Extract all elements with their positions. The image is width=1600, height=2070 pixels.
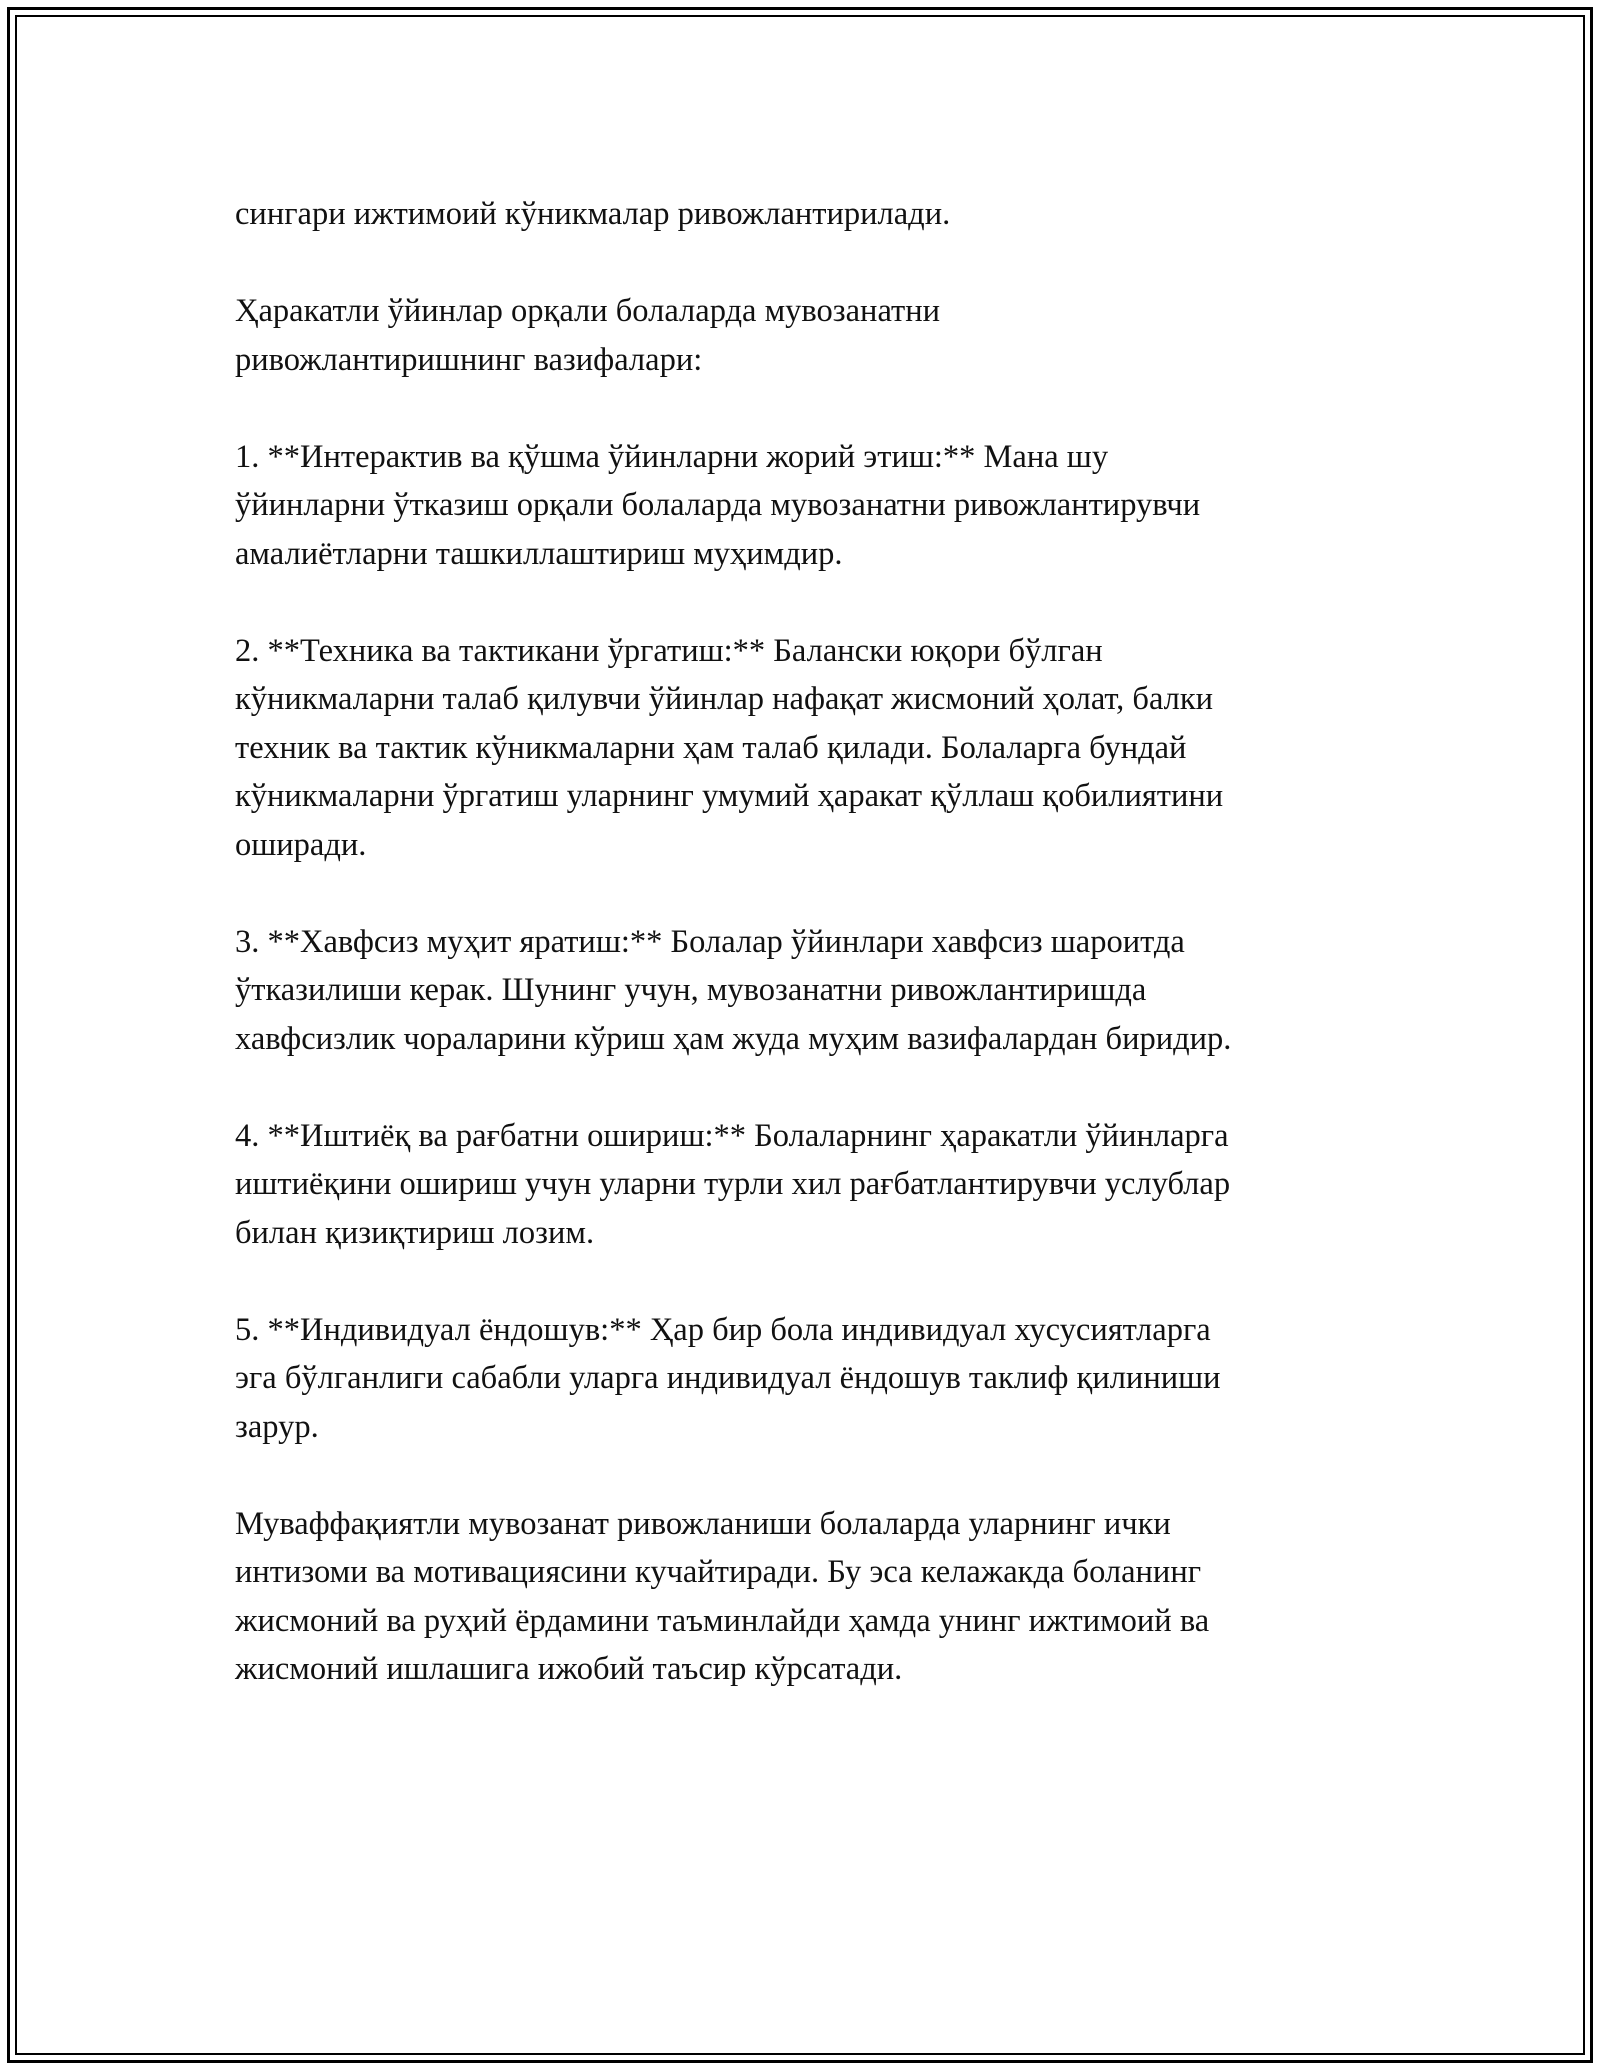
text-line: интизоми ва мотивациясини кучайтиради. Бу эса келажакда боланинг (235, 1554, 1202, 1590)
text-line: зарур. (235, 1408, 319, 1445)
list-item-paragraph (235, 1112, 1375, 1258)
text-line: Ҳаракатли ўйинлар орқали болаларда мувозанатни (235, 293, 941, 329)
text-line: ўтказилиши керак. Шунинг учун, мувозанатни ривожлантиришда (235, 972, 1147, 1008)
text-line: кўникмаларни ўргатиш уларнинг умумий ҳаракат қўллаш қобилиятини (235, 778, 1224, 814)
text-line: Муваффақиятли мувозанат ривожланиши болаларда уларнинг ички (235, 1505, 1171, 1542)
text-line: кўникмаларни талаб қилувчи ўйинлар нафақат жисмоний ҳолат, балки (235, 681, 1214, 717)
text-line: 1. **Интерактив ва қўшма ўйинларни жорий этиш:** Мана шу (235, 438, 1109, 475)
text-line: жисмоний ва руҳий ёрдамини таъминлайди ҳамда унинг ижтимоий ва (235, 1602, 1210, 1639)
text-line: сингари ижтимоий кўникмалар ривожлантирилади. (235, 196, 951, 232)
text-line: ривожлантиришнинг вазифалари: (235, 341, 703, 378)
text-line: хавфсизлик чораларини кўриш ҳам жуда муҳим вазифалардан биридир. (235, 1020, 1232, 1057)
list-item-paragraph (235, 1306, 1375, 1452)
text-line: 2. **Техника ва тактикани ўргатиш:** Балански юқори бўлган (235, 632, 1103, 669)
list-item-paragraph (235, 918, 1375, 1064)
paragraph (235, 287, 1375, 384)
text-line: билан қизиқтириш лозим. (235, 1214, 595, 1251)
text-line: 5. **Индивидуал ёндошув:** Ҳар бир бола индивидуал хусусиятларга (235, 1311, 1211, 1348)
text-line: иштиёқини ошириш учун уларни турли хил рағбатлантирувчи услублар (235, 1166, 1231, 1202)
list-item-paragraph (235, 433, 1375, 579)
paragraph (235, 190, 1375, 239)
text-line: амалиётларни ташкиллаштириш муҳимдир. (235, 535, 843, 572)
list-item-paragraph (235, 627, 1375, 870)
text-line: оширади. (235, 826, 367, 863)
document-body (235, 190, 1375, 1694)
text-line: 4. **Иштиёқ ва рағбатни ошириш:** Болаларнинг ҳаракатли ўйинларга (235, 1117, 1229, 1154)
text-line: жисмоний ишлашига ижобий таъсир кўрсатади. (235, 1651, 903, 1687)
text-line: 3. **Хавфсиз муҳит яратиш:** Болалар ўйинлари хавфсиз шароитда (235, 923, 1185, 960)
text-line: ўйинларни ўтказиш орқали болаларда мувозанатни ривожлантирувчи (235, 487, 1201, 523)
text-line: эга бўлганлиги сабабли уларга индивидуал ёндошув таклиф қилиниши (235, 1360, 1221, 1396)
text-line: техник ва тактик кўникмаларни ҳам талаб қилади. Болаларга бундай (235, 729, 1187, 766)
paragraph (235, 1500, 1375, 1694)
